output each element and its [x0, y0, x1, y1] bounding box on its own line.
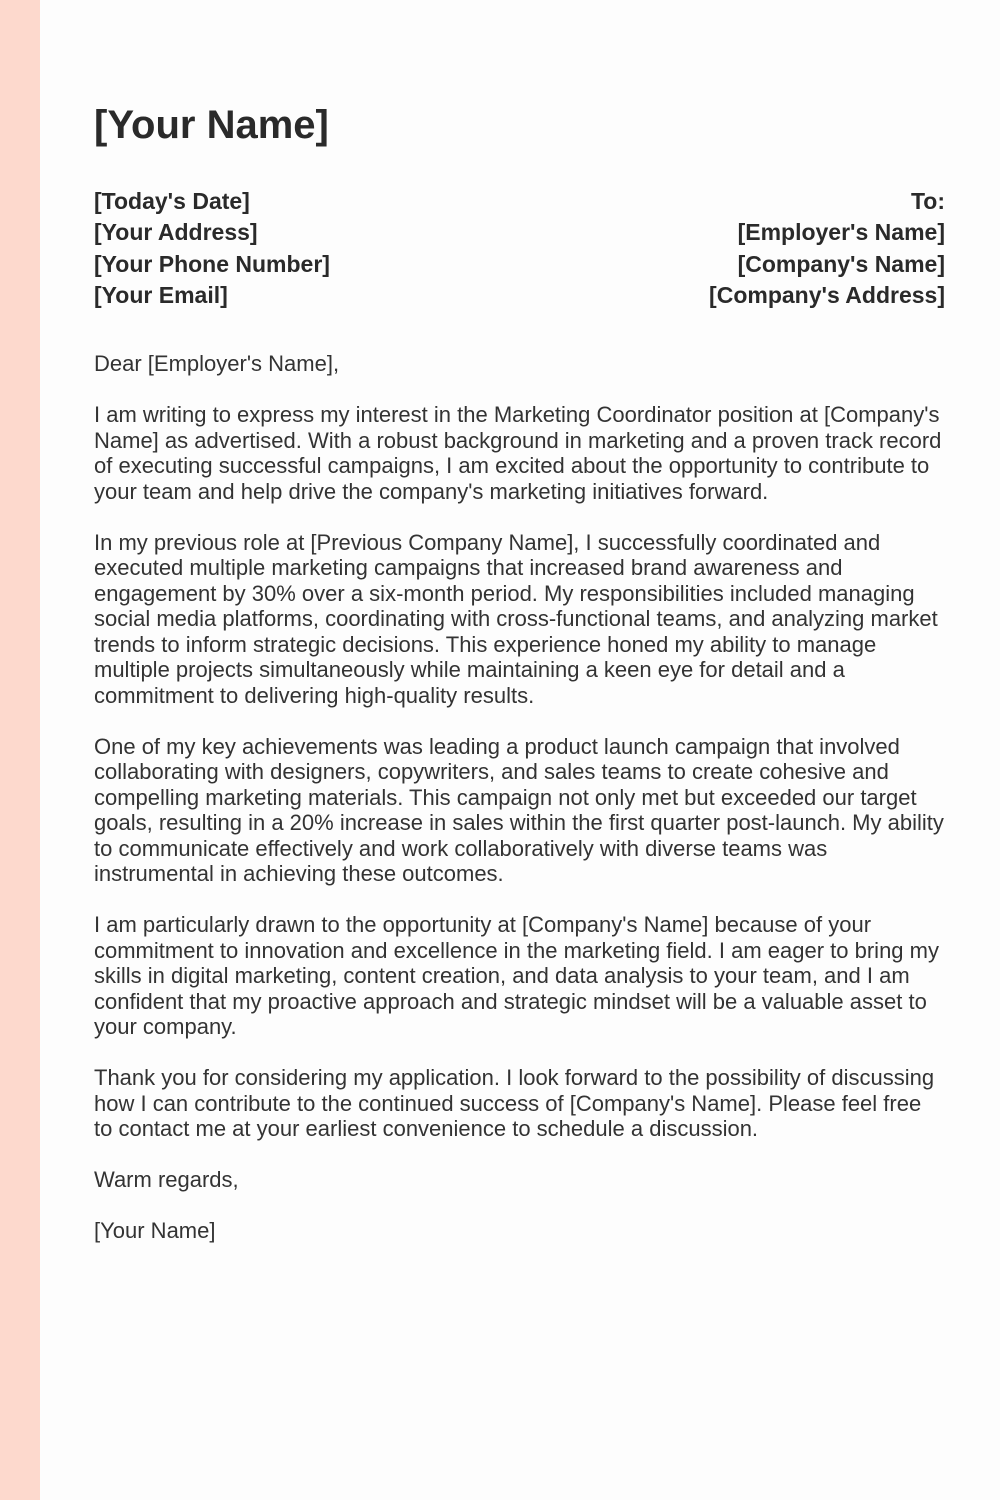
sender-date: [Today's Date] [94, 188, 250, 214]
sender-address: [Your Address] [94, 219, 258, 246]
salutation: Dear [Employer's Name], [94, 351, 340, 376]
recipient-to-label: To: [910, 188, 945, 214]
sender-details [94, 186, 330, 312]
recipient-employer-name: [Employer's Name] [737, 219, 945, 246]
body-paragraph: One of my key achievements was leading a product launch campaign that involved collaborating with designers, copywriters, and sales teams to create cohesive and compelling marketing materials. This campaign not only met but exceeded our target goals, resulting in a 20% increase in sales within the first quarter post-launch. My ability to communicate effectively and work collaboratively with diverse teams was instrumental in achieving these outcomes. [94, 733, 944, 886]
body-paragraph: Thank you for considering my application. I look forward to the possibility of discussing how I can contribute to the continued success of [Company's Name]. Please feel free to contact me at your earliest convenience to schedule a discussion. [94, 1065, 935, 1141]
body-paragraph: I am particularly drawn to the opportunity at [Company's Name] because of your commitment to innovation and excellence in the marketing field. I am eager to bring my skills in digital marketing, content creation, and data analysis to your team, and I am confident that my proactive approach and strategic mindset will be a valuable asset to your company. [94, 912, 939, 1039]
recipient-company-name: [Company's Name] [737, 250, 945, 277]
recipient-company-address: [Company's Address] [709, 282, 945, 309]
signature: [Your Name] [94, 1218, 216, 1243]
letter-body [94, 351, 945, 1269]
accent-side-strip [0, 0, 40, 1500]
sender-name-heading: [Your Name] [94, 103, 329, 147]
body-paragraph: I am writing to express my interest in the Marketing Coordinator position at [Company's Name] as advertised. With a robust background in marketing and a proven track record of executing successful campaigns, I am excited about the opportunity to contribute to your team and help drive the company's marketing initiatives forward. [94, 402, 942, 504]
sender-email: [Your Email] [94, 282, 228, 309]
recipient-details [709, 186, 945, 312]
closing: Warm regards, [94, 1167, 239, 1192]
contact-block [94, 186, 945, 312]
body-paragraph: In my previous role at [Previous Company Name], I successfully coordinated and executed multiple marketing campaigns that increased brand awareness and engagement by 30% over a six-month period. My responsibilities included managing social media platforms, coordinating with cross-functional teams, and analyzing market trends to inform strategic decisions. This experience honed my ability to manage multiple projects simultaneously while maintaining a keen eye for detail and a commitment to delivering high-quality results. [94, 529, 938, 708]
sender-phone: [Your Phone Number] [94, 250, 330, 277]
